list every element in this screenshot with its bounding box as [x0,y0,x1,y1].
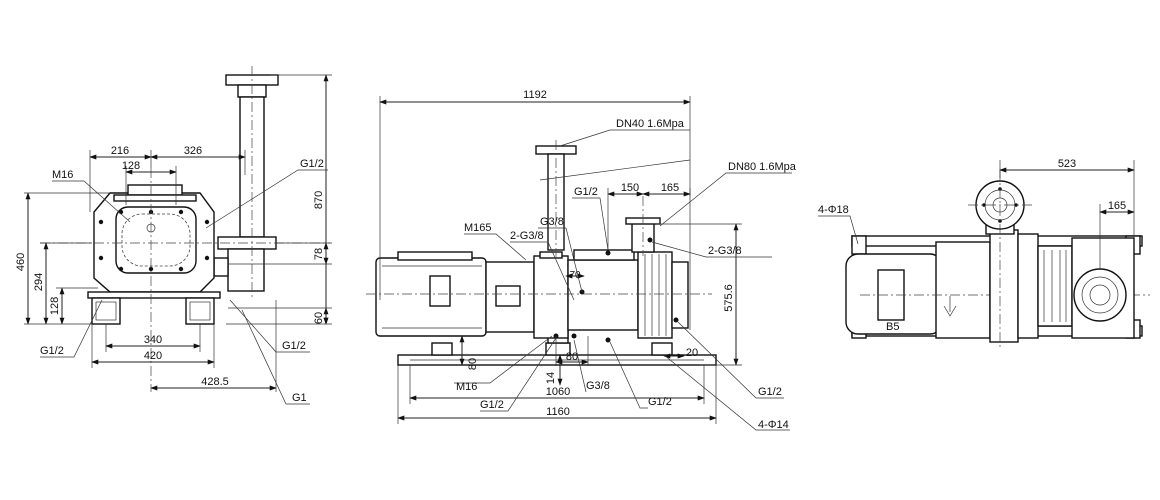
dim-428-5: 428.5 [201,376,229,388]
gearbox [534,256,568,338]
side-nozzle [214,258,228,276]
label-g12-bottom-left: G1/2 [480,399,504,411]
dim-460: 460 [15,252,27,272]
base-plate [88,292,220,298]
dim-165-top: 165 [1107,200,1127,212]
label-m16-side: M16 [456,381,478,393]
dim-1060: 1060 [545,386,571,398]
motor-flange-top [936,242,990,338]
dim-326: 326 [183,145,203,157]
dim-78: 78 [313,247,325,261]
dim-20: 20 [685,347,699,359]
dim-1192: 1192 [523,89,547,101]
label-dn80: DN80 1.6Mpa [728,161,796,173]
label-b5: B5 [886,321,900,333]
end-view [818,158,1150,350]
cooling-fins [638,252,672,338]
cover-plate [116,207,196,273]
dim-575-6: 575.6 [723,284,735,312]
label-g12-bottom: G1/2 [282,340,306,352]
dim-150: 150 [620,182,640,194]
pump-top-rib [574,250,634,260]
label-g12-top: G1/2 [574,186,598,198]
label-m16: M16 [52,169,74,181]
label-4-phi14: 4-Φ14 [758,419,789,431]
dim-1160: 1160 [546,406,570,418]
label-g12-bottom-right: G1/2 [758,386,782,398]
label-g1: G1 [292,392,307,404]
coupling-boss [496,286,520,306]
dim-128: 128 [121,160,141,172]
side-view [366,89,797,431]
dim-216: 216 [110,145,130,157]
label-g12-bottom-mid: G1/2 [648,396,672,408]
dim-165: 165 [660,182,680,194]
label-2-g38-right: 2-G3/8 [708,245,742,257]
label-m165: M165 [464,222,492,234]
dim-14: 14 [545,371,557,385]
side-connector [228,249,264,291]
motor-terminal [398,252,472,260]
label-g38-bottom: G3/8 [586,380,610,392]
dim-60: 60 [313,311,325,325]
dim-80-horizontal: 80 [565,351,579,363]
dim-70: 70 [569,270,581,281]
dim-870: 870 [313,190,325,210]
dim-128-vertical: 128 [49,296,61,316]
label-g38-top: G3/8 [540,216,564,228]
label-2-g38-left: 2-G3/8 [510,230,544,242]
dim-294: 294 [33,272,45,292]
dim-340: 340 [143,334,163,346]
dim-420: 420 [143,350,163,362]
dim-523: 523 [1057,158,1077,170]
pump-body-top [990,230,1018,342]
motor-junction-box [430,276,450,306]
label-g12-top: G1/2 [300,158,324,170]
label-g12-left: G1/2 [40,345,64,357]
dim-80-vertical: 80 [467,357,479,371]
label-dn40: DN40 1.6Mpa [616,118,684,130]
top-boss [128,185,182,195]
label-4-phi18: 4-Φ18 [818,204,849,216]
front-view [15,66,332,404]
